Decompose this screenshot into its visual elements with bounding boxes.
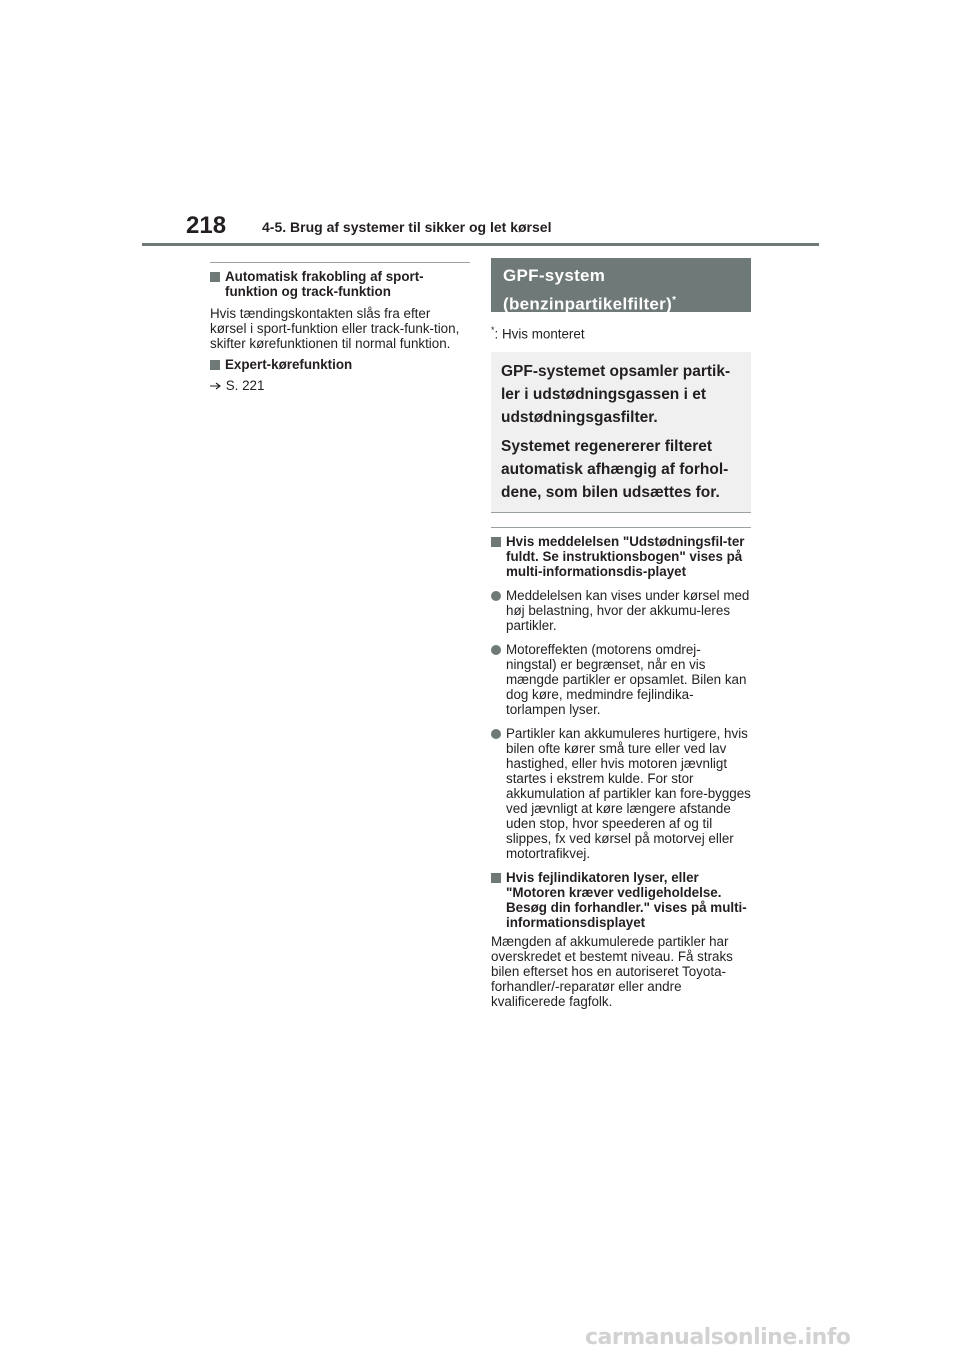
circle-bullet-icon	[491, 729, 501, 739]
header-divider	[142, 243, 819, 246]
section-heading-filter-full	[491, 534, 751, 579]
list-item	[491, 588, 751, 633]
page-header	[0, 0, 960, 250]
list-item-text: Partikler kan akkumuleres hurtigere, hvis bilen ofte kører små ture eller ved lav hastighed, eller hvis motoren jævnligt startes i ekstrem kulde. For stor akkumulation af partikler kan fore-bygges ved jævnligt at køre længere afstande uden stop, hvor speederen af og til slippes, fx ved kørsel på motorvej eller motortrafikvej.	[506, 726, 751, 862]
square-bullet-icon	[210, 272, 220, 282]
right-column	[491, 258, 751, 1009]
page-number: 218	[186, 212, 227, 239]
section-body-malfunction: Mængden af akkumulerede partikler har overskredet et bestemt niveau. Få straks bilen efterset hos en autoriseret Toyota-forhandler/-reparatør eller andre kvalificerede fagfolk.	[491, 934, 733, 1010]
page-reference[interactable]	[210, 378, 470, 393]
gpf-title-line1: GPF-system	[503, 266, 606, 285]
section-heading-text: Hvis meddelelsen "Udstødningsfil-ter fuldt. Se instruktionsbogen" vises på multi-informationsdis-playet	[506, 534, 745, 580]
footnote-star: *	[491, 325, 495, 335]
list-item-text: Motoreffekten (motorens omdrej-ningstal) er begrænset, når en vis mængde partikler er opsamlet. Bilen kan dog køre, medmindre fejlindika-torlampen lyser.	[506, 642, 747, 718]
summary-paragraph-1: GPF-systemet opsamler partik-ler i udstødningsgassen i et udstødningsgasfilter.	[501, 363, 731, 427]
left-column	[210, 262, 470, 393]
section-heading-auto-release	[210, 269, 470, 299]
square-bullet-icon	[491, 537, 501, 547]
page-reference-text: S. 221	[225, 378, 265, 393]
summary-box	[491, 352, 751, 513]
circle-bullet-icon	[491, 591, 501, 601]
footnote-marker: *	[672, 295, 677, 306]
chapter-title: 4-5. Brug af systemer til sikker og let kørsel	[262, 219, 552, 235]
section-heading-expert-mode	[210, 357, 470, 372]
section-divider	[210, 262, 470, 263]
square-bullet-icon	[491, 873, 501, 883]
gpf-section-title	[491, 258, 751, 312]
footnote-text: : Hvis monteret	[494, 326, 585, 342]
watermark: carmanualsonline.info	[585, 1325, 851, 1350]
section-heading-text: Automatisk frakobling af sport-funktion og track-funktion	[225, 269, 424, 299]
section-heading-text: Hvis fejlindikatoren lyser, eller "Motoren kræver vedligeholdelse. Besøg din forhandler." vises på multi-informationsdisplayet	[506, 870, 747, 931]
list-item	[491, 642, 751, 717]
arrow-right-icon	[210, 378, 226, 393]
gpf-title-line2: (benzinpartikelfilter)	[503, 294, 673, 314]
footnote	[491, 323, 751, 341]
summary-paragraph-2: Systemet regenererer filteret automatisk afhængig af forhol-dene, som bilen udsættes for.	[501, 438, 729, 502]
circle-bullet-icon	[491, 645, 501, 655]
section-divider	[491, 527, 751, 528]
section-body-auto-release: Hvis tændingskontakten slås fra efter kørsel i sport-funktion eller track-funk-tion, skifter kørefunktionen til normal funktion.	[210, 306, 460, 351]
section-heading-malfunction	[491, 870, 751, 930]
square-bullet-icon	[210, 360, 220, 370]
section-heading-text: Expert-kørefunktion	[225, 357, 353, 372]
list-item-text: Meddelelsen kan vises under kørsel med høj belastning, hvor der akkumu-leres partikler.	[506, 588, 750, 634]
list-item	[491, 726, 751, 861]
